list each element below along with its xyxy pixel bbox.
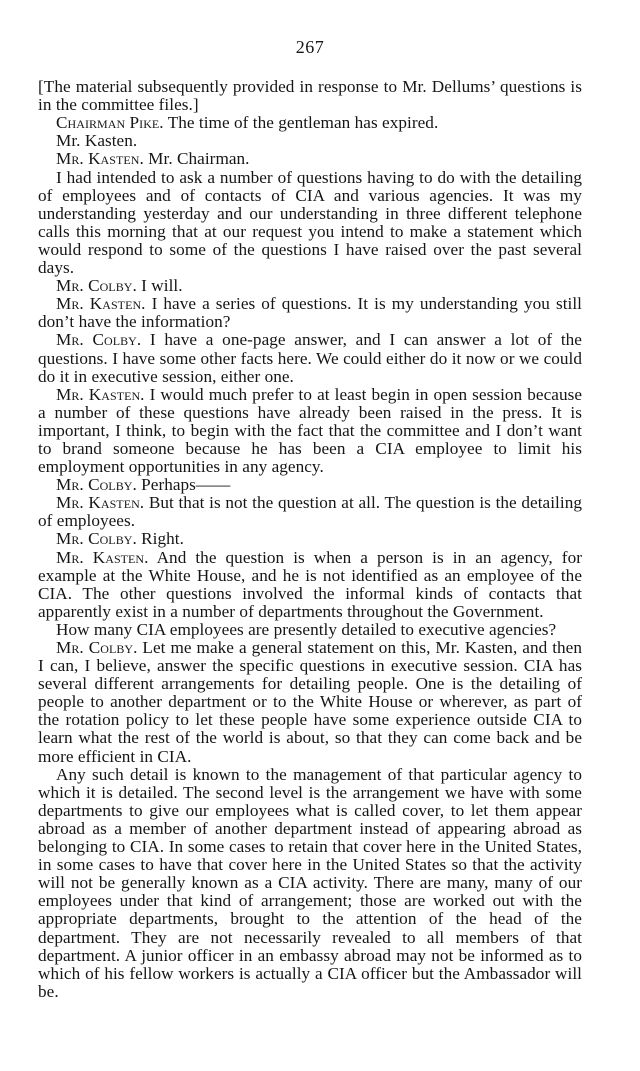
paragraph	[38, 277, 582, 295]
paragraph-text: And the question is when a person is in an agency, for example at the White House, and he is not identified as an employee of the CIA. The other questions involved the informal kinds of contacts that apparently exist in a number of departments throughout the Government.	[38, 547, 582, 621]
paragraph	[38, 150, 582, 168]
paragraph	[38, 476, 582, 494]
paragraph	[38, 549, 582, 621]
paragraph	[38, 169, 582, 278]
speaker-name: Mr. Kasten.	[56, 149, 144, 169]
paragraph	[38, 331, 582, 385]
speaker-name: Mr. Kasten.	[56, 384, 145, 404]
paragraph	[38, 386, 582, 476]
page-number: 267	[295, 37, 325, 57]
paragraph	[38, 621, 582, 639]
speaker-name: Mr. Colby.	[56, 529, 137, 549]
paragraph	[38, 295, 582, 331]
paragraph-text: Mr. Chairman.	[143, 149, 250, 169]
paragraph-text: Mr. Kasten.	[56, 131, 138, 151]
paragraph	[38, 78, 582, 114]
paragraph-text: How many CIA employees are presently detailed to executive agencies?	[56, 619, 557, 639]
speaker-name: Mr. Colby.	[56, 276, 137, 296]
paragraph-text: I have a series of questions. It is my understanding you still don’t have the information?	[38, 294, 582, 332]
paragraph-text: Perhaps——	[136, 475, 231, 495]
paragraph	[38, 639, 582, 766]
speaker-name: Mr. Colby.	[56, 330, 142, 350]
paragraph	[38, 766, 582, 1001]
paragraph-text: Let me make a general statement on this, Mr. Kasten, and then I can, I believe, answer the specific questions in executive session. CIA has several different arrangements for detailing people. One is the detailing of people to another department or to the White House or wherever, as part of the rotation policy to let these people have some experience outside CIA to learn what the rest of the world is about, so that they can come back and be more efficient in CIA.	[38, 638, 583, 766]
speaker-name: Mr. Colby.	[56, 638, 138, 657]
speaker-name: Mr. Kasten.	[56, 493, 145, 513]
paragraph-text: Any such detail is known to the management of that particular agency to which it is detailed. The second level is the arrangement we have with some departments to give our employees what is called cover, to let them appear abroad as a member of another department instead of appearing abroad as belonging to CIA. In some cases to retain that cover here in the United States, in some cases to have that cover here in the United States so that the activity will not be generally known as a CIA activity. There are many, many of our employees under that kind of arrangement; those are worked out with the appropriate departments, brought to the attention of the head of the department. They are not necessarily revealed to all members of that department. A junior officer in an embassy abroad may not be informed as to which of his fellow workers is actually a CIA officer but the Ambassador will be.	[38, 764, 582, 1001]
speaker-name: Mr. Colby.	[56, 475, 137, 495]
document-page	[38, 38, 582, 1001]
speaker-name: Mr. Kasten.	[56, 294, 146, 314]
speaker-name: Mr. Kasten.	[56, 547, 149, 567]
paragraph-text: I have a one-page answer, and I can answer a lot of the questions. I have some other facts here. We could either do it now or we could do it in executive session, either one.	[38, 330, 582, 386]
speaker-name: Chairman Pike.	[56, 113, 164, 133]
paragraph-text: I would much prefer to at least begin in open session because a number of these questions have already been raised in the press. It is important, I think, to begin with the fact that the committee and I don’t want to brand someone because he has been a CIA employee to limit his employment opportunities in any agency.	[38, 384, 582, 477]
paragraph-text: I will.	[136, 276, 183, 296]
paragraph-text: The time of the gentleman has expired.	[163, 113, 439, 133]
paragraph-text: I had intended to ask a number of questions having to do with the detailing of employees and of contacts of CIA and various agencies. It was my understanding yesterday and our understanding in three different telephone calls this morning that at our request you intend to make a statement which would respond to some of the questions I have raised over the past several days.	[38, 167, 582, 278]
paragraph	[38, 530, 582, 548]
paragraph-text: Right.	[136, 529, 184, 549]
paragraph	[38, 494, 582, 530]
paragraph	[38, 132, 582, 150]
paragraph-text: But that is not the question at all. The question is the detailing of employees.	[38, 493, 582, 531]
paragraph-text: [The material subsequently provided in response to Mr. Dellums’ questions is in the committee files.]	[38, 77, 582, 115]
paragraph	[38, 114, 582, 132]
